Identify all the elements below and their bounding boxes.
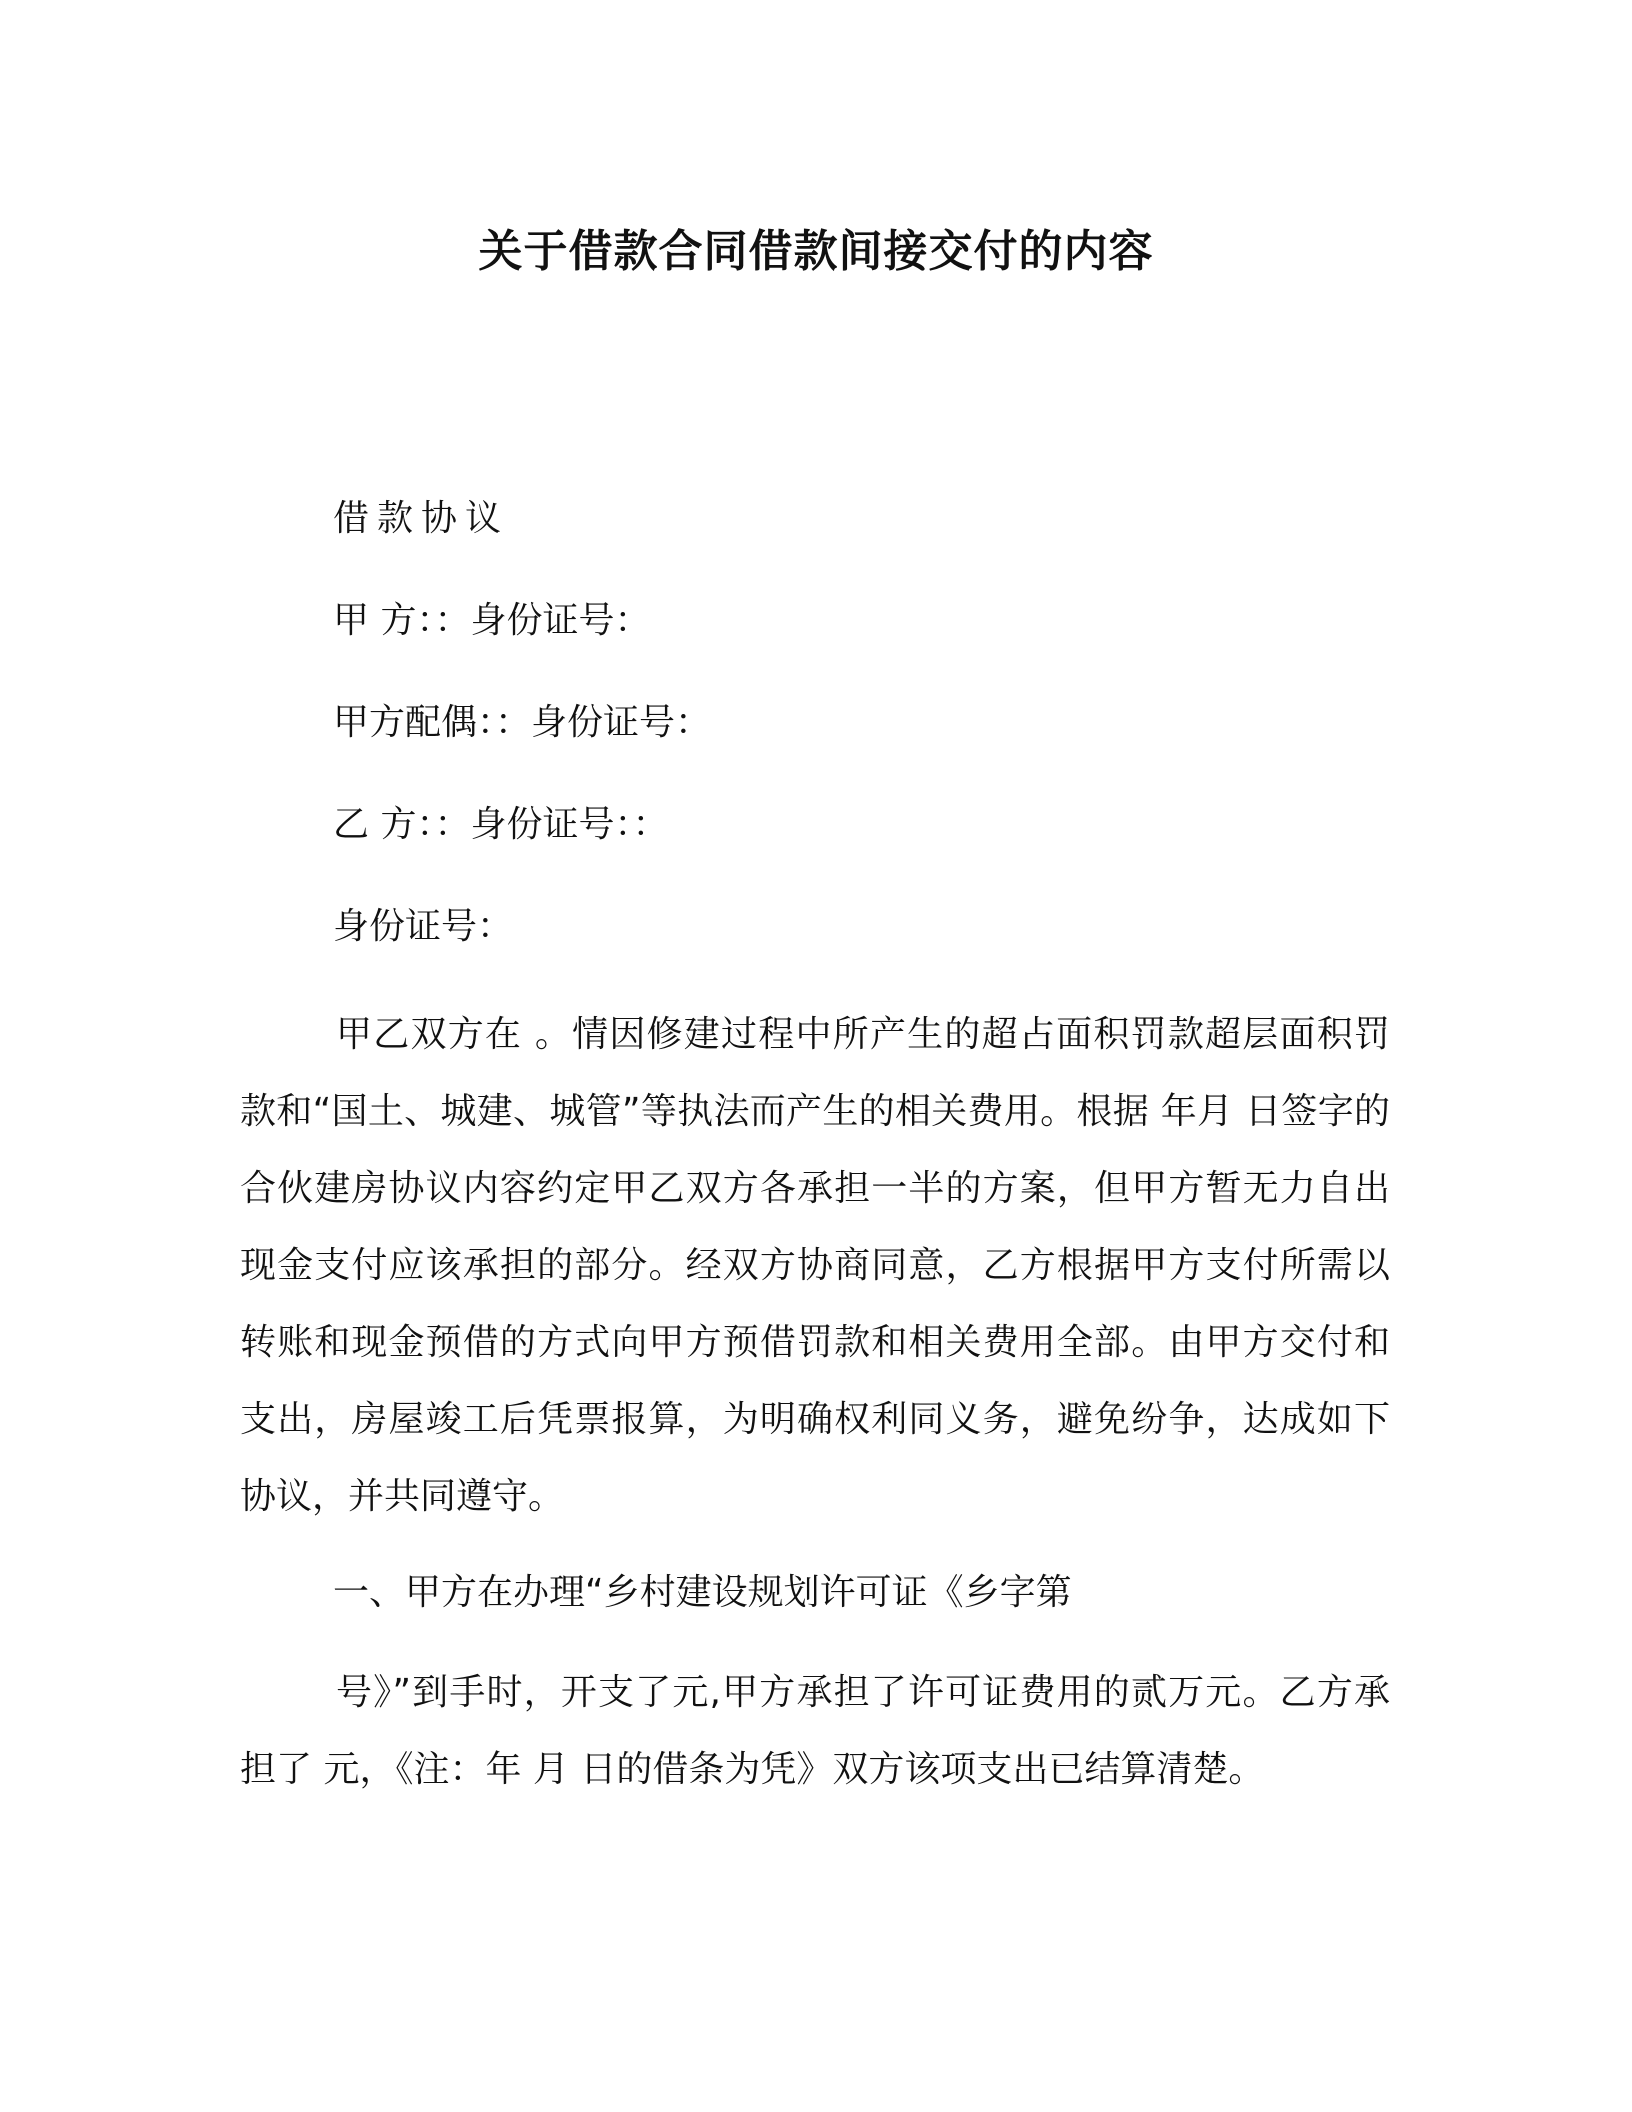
clause-one-heading: 一、甲方在办理“乡村建设规划许可证《乡字第 xyxy=(333,1572,1072,1613)
clause-one-body: 号》”到手时，开支了元,甲方承担了许可证费用的贰万元。乙方承担了 元，《注：年 月 日的借条为凭》双方该项支出已结算清楚。 xyxy=(240,1672,1390,1790)
id-number-line: 身份证号： xyxy=(333,906,514,947)
party-a-line: 甲 方：：身份证号： xyxy=(333,600,651,641)
intro-paragraph: 甲乙双方在 。情因修建过程中所产生的超占面积罚款超层面积罚款和“国土、城建、城管”等执法而产生的相关费用。根据 年月 日签字的合伙建房协议内容约定甲乙双方各承担一半的方案，但甲方暂无力自出现金支付应该承担的部分。经双方协商同意，乙方根据甲方支付所需以转账和现金预借的方式向甲方预借罚款和相关费用全部。由甲方交付和支出，房屋竣工后凭票报算，为明确权利同义务，避免纷争，达成如下协议，并共同遵守。 xyxy=(240,1014,1390,1517)
document-title: 关于借款合同借款间接交付的内容 xyxy=(478,226,1154,277)
party-b-line: 乙 方：：身份证号：： xyxy=(333,804,669,845)
agreement-heading: 借款协议 xyxy=(333,498,510,539)
party-a-spouse-line: 甲方配偶：：身份证号： xyxy=(333,702,712,743)
